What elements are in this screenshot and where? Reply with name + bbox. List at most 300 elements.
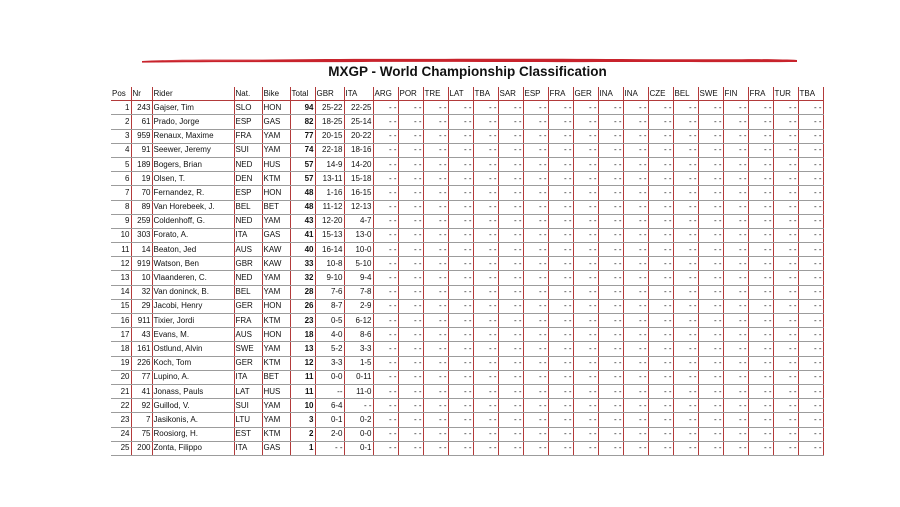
empty-result-cell: - - bbox=[723, 384, 748, 398]
empty-result-cell: - - bbox=[573, 115, 598, 129]
empty-result-cell: - - bbox=[498, 172, 523, 186]
number-cell: 29 bbox=[131, 299, 152, 313]
empty-result-cell: - - bbox=[373, 299, 398, 313]
ita-result-cell: 0-11 bbox=[344, 370, 373, 384]
ita-result-cell: 16-15 bbox=[344, 186, 373, 200]
empty-result-cell: - - bbox=[398, 328, 423, 342]
empty-result-cell: - - bbox=[498, 299, 523, 313]
empty-result-cell: - - bbox=[448, 115, 473, 129]
pos-cell: 20 bbox=[111, 370, 131, 384]
empty-result-cell: - - bbox=[623, 186, 648, 200]
empty-result-cell: - - bbox=[523, 101, 548, 115]
empty-result-cell: - - bbox=[423, 399, 448, 413]
column-header-bel: BEL bbox=[673, 87, 698, 101]
pos-cell: 17 bbox=[111, 328, 131, 342]
gbr-result-cell: 11-12 bbox=[315, 200, 344, 214]
bike-cell: YAM bbox=[262, 129, 290, 143]
empty-result-cell: - - bbox=[448, 129, 473, 143]
ita-result-cell: - - bbox=[344, 399, 373, 413]
bike-cell: YAM bbox=[262, 285, 290, 299]
empty-result-cell: - - bbox=[723, 356, 748, 370]
empty-result-cell: - - bbox=[423, 157, 448, 171]
empty-result-cell: - - bbox=[748, 299, 773, 313]
gbr-result-cell: 0-0 bbox=[315, 370, 344, 384]
empty-result-cell: - - bbox=[573, 101, 598, 115]
empty-result-cell: - - bbox=[798, 370, 823, 384]
empty-result-cell: - - bbox=[373, 172, 398, 186]
empty-result-cell: - - bbox=[498, 314, 523, 328]
empty-result-cell: - - bbox=[798, 157, 823, 171]
empty-result-cell: - - bbox=[773, 115, 798, 129]
empty-result-cell: - - bbox=[673, 370, 698, 384]
number-cell: 226 bbox=[131, 356, 152, 370]
rider-cell: Evans, M. bbox=[152, 328, 234, 342]
pos-cell: 24 bbox=[111, 427, 131, 441]
empty-result-cell: - - bbox=[648, 214, 673, 228]
bike-cell: YAM bbox=[262, 271, 290, 285]
empty-result-cell: - - bbox=[748, 228, 773, 242]
empty-result-cell: - - bbox=[398, 200, 423, 214]
empty-result-cell: - - bbox=[548, 243, 573, 257]
empty-result-cell: - - bbox=[548, 214, 573, 228]
empty-result-cell: - - bbox=[648, 299, 673, 313]
empty-result-cell: - - bbox=[673, 441, 698, 455]
empty-result-cell: - - bbox=[748, 172, 773, 186]
empty-result-cell: - - bbox=[523, 285, 548, 299]
column-header-gbr: GBR bbox=[315, 87, 344, 101]
table-row bbox=[111, 427, 823, 441]
empty-result-cell: - - bbox=[648, 172, 673, 186]
table-row bbox=[111, 314, 823, 328]
empty-result-cell: - - bbox=[798, 101, 823, 115]
empty-result-cell: - - bbox=[748, 101, 773, 115]
empty-result-cell: - - bbox=[598, 157, 623, 171]
gbr-result-cell: - - bbox=[315, 441, 344, 455]
empty-result-cell: - - bbox=[598, 143, 623, 157]
pos-cell: 3 bbox=[111, 129, 131, 143]
empty-result-cell: - - bbox=[398, 101, 423, 115]
empty-result-cell: - - bbox=[548, 399, 573, 413]
empty-result-cell: - - bbox=[648, 200, 673, 214]
empty-result-cell: - - bbox=[448, 257, 473, 271]
empty-result-cell: - - bbox=[573, 370, 598, 384]
empty-result-cell: - - bbox=[473, 399, 498, 413]
empty-result-cell: - - bbox=[673, 257, 698, 271]
column-header-fra: FRA bbox=[548, 87, 573, 101]
table-row bbox=[111, 228, 823, 242]
ita-result-cell: 22-25 bbox=[344, 101, 373, 115]
ita-result-cell: 10-0 bbox=[344, 243, 373, 257]
empty-result-cell: - - bbox=[448, 384, 473, 398]
table-row bbox=[111, 356, 823, 370]
ita-result-cell: 3-3 bbox=[344, 342, 373, 356]
empty-result-cell: - - bbox=[748, 370, 773, 384]
empty-result-cell: - - bbox=[773, 427, 798, 441]
empty-result-cell: - - bbox=[423, 413, 448, 427]
bike-cell: HON bbox=[262, 328, 290, 342]
table-row bbox=[111, 342, 823, 356]
empty-result-cell: - - bbox=[373, 257, 398, 271]
empty-result-cell: - - bbox=[673, 271, 698, 285]
empty-result-cell: - - bbox=[673, 356, 698, 370]
ita-result-cell: 11-0 bbox=[344, 384, 373, 398]
empty-result-cell: - - bbox=[473, 384, 498, 398]
empty-result-cell: - - bbox=[798, 143, 823, 157]
number-cell: 19 bbox=[131, 172, 152, 186]
empty-result-cell: - - bbox=[423, 243, 448, 257]
empty-result-cell: - - bbox=[798, 384, 823, 398]
empty-result-cell: - - bbox=[773, 200, 798, 214]
nation-cell: SLO bbox=[234, 101, 262, 115]
rider-cell: Forato, A. bbox=[152, 228, 234, 242]
empty-result-cell: - - bbox=[748, 285, 773, 299]
gbr-result-cell: 9-10 bbox=[315, 271, 344, 285]
empty-result-cell: - - bbox=[748, 356, 773, 370]
empty-result-cell: - - bbox=[548, 413, 573, 427]
empty-result-cell: - - bbox=[798, 172, 823, 186]
empty-result-cell: - - bbox=[573, 228, 598, 242]
empty-result-cell: - - bbox=[573, 157, 598, 171]
bike-cell: BET bbox=[262, 200, 290, 214]
empty-result-cell: - - bbox=[448, 271, 473, 285]
empty-result-cell: - - bbox=[798, 314, 823, 328]
empty-result-cell: - - bbox=[773, 342, 798, 356]
empty-result-cell: - - bbox=[398, 186, 423, 200]
empty-result-cell: - - bbox=[648, 356, 673, 370]
empty-result-cell: - - bbox=[448, 200, 473, 214]
empty-result-cell: - - bbox=[573, 427, 598, 441]
gbr-result-cell: 0-5 bbox=[315, 314, 344, 328]
empty-result-cell: - - bbox=[648, 413, 673, 427]
empty-result-cell: - - bbox=[698, 441, 723, 455]
empty-result-cell: - - bbox=[373, 427, 398, 441]
empty-result-cell: - - bbox=[748, 257, 773, 271]
column-header-pos: Pos bbox=[111, 87, 131, 101]
empty-result-cell: - - bbox=[648, 370, 673, 384]
table-row bbox=[111, 129, 823, 143]
pos-cell: 13 bbox=[111, 271, 131, 285]
nation-cell: ITA bbox=[234, 228, 262, 242]
empty-result-cell: - - bbox=[748, 200, 773, 214]
empty-result-cell: - - bbox=[373, 384, 398, 398]
empty-result-cell: - - bbox=[398, 228, 423, 242]
empty-result-cell: - - bbox=[498, 186, 523, 200]
number-cell: 10 bbox=[131, 271, 152, 285]
empty-result-cell: - - bbox=[498, 243, 523, 257]
empty-result-cell: - - bbox=[423, 328, 448, 342]
bike-cell: KTM bbox=[262, 314, 290, 328]
empty-result-cell: - - bbox=[473, 214, 498, 228]
rider-cell: Jonass, Pauls bbox=[152, 384, 234, 398]
empty-result-cell: - - bbox=[473, 441, 498, 455]
ita-result-cell: 8-6 bbox=[344, 328, 373, 342]
empty-result-cell: - - bbox=[623, 384, 648, 398]
column-header-arg: ARG bbox=[373, 87, 398, 101]
empty-result-cell: - - bbox=[723, 370, 748, 384]
empty-result-cell: - - bbox=[448, 228, 473, 242]
nation-cell: NED bbox=[234, 271, 262, 285]
empty-result-cell: - - bbox=[598, 427, 623, 441]
empty-result-cell: - - bbox=[798, 427, 823, 441]
empty-result-cell: - - bbox=[598, 314, 623, 328]
empty-result-cell: - - bbox=[423, 143, 448, 157]
empty-result-cell: - - bbox=[573, 243, 598, 257]
empty-result-cell: - - bbox=[523, 427, 548, 441]
empty-result-cell: - - bbox=[523, 214, 548, 228]
empty-result-cell: - - bbox=[423, 115, 448, 129]
empty-result-cell: - - bbox=[623, 427, 648, 441]
empty-result-cell: - - bbox=[573, 285, 598, 299]
bike-cell: YAM bbox=[262, 342, 290, 356]
column-header-total: Total bbox=[290, 87, 315, 101]
empty-result-cell: - - bbox=[598, 441, 623, 455]
empty-result-cell: - - bbox=[698, 115, 723, 129]
table-row bbox=[111, 370, 823, 384]
empty-result-cell: - - bbox=[398, 214, 423, 228]
empty-result-cell: - - bbox=[598, 186, 623, 200]
bike-cell: KTM bbox=[262, 427, 290, 441]
empty-result-cell: - - bbox=[773, 129, 798, 143]
rider-cell: Ostlund, Alvin bbox=[152, 342, 234, 356]
empty-result-cell: - - bbox=[573, 356, 598, 370]
empty-result-cell: - - bbox=[573, 172, 598, 186]
table-row bbox=[111, 200, 823, 214]
total-cell: 74 bbox=[290, 143, 315, 157]
total-cell: 2 bbox=[290, 427, 315, 441]
gbr-result-cell: 0-1 bbox=[315, 413, 344, 427]
empty-result-cell: - - bbox=[523, 441, 548, 455]
empty-result-cell: - - bbox=[773, 228, 798, 242]
empty-result-cell: - - bbox=[698, 342, 723, 356]
empty-result-cell: - - bbox=[398, 157, 423, 171]
empty-result-cell: - - bbox=[798, 115, 823, 129]
empty-result-cell: - - bbox=[648, 143, 673, 157]
bike-cell: HON bbox=[262, 101, 290, 115]
number-cell: 14 bbox=[131, 243, 152, 257]
empty-result-cell: - - bbox=[723, 342, 748, 356]
empty-result-cell: - - bbox=[423, 129, 448, 143]
empty-result-cell: - - bbox=[448, 186, 473, 200]
total-cell: 18 bbox=[290, 328, 315, 342]
empty-result-cell: - - bbox=[698, 243, 723, 257]
empty-result-cell: - - bbox=[723, 413, 748, 427]
column-header-por: POR bbox=[398, 87, 423, 101]
number-cell: 89 bbox=[131, 200, 152, 214]
total-cell: 48 bbox=[290, 200, 315, 214]
number-cell: 92 bbox=[131, 399, 152, 413]
empty-result-cell: - - bbox=[498, 427, 523, 441]
empty-result-cell: - - bbox=[623, 214, 648, 228]
empty-result-cell: - - bbox=[773, 101, 798, 115]
pos-cell: 16 bbox=[111, 314, 131, 328]
empty-result-cell: - - bbox=[723, 186, 748, 200]
gbr-result-cell: 14-9 bbox=[315, 157, 344, 171]
empty-result-cell: - - bbox=[723, 214, 748, 228]
pos-cell: 12 bbox=[111, 257, 131, 271]
empty-result-cell: - - bbox=[498, 384, 523, 398]
empty-result-cell: - - bbox=[498, 356, 523, 370]
ita-result-cell: 7-8 bbox=[344, 285, 373, 299]
number-cell: 919 bbox=[131, 257, 152, 271]
empty-result-cell: - - bbox=[423, 200, 448, 214]
nation-cell: LAT bbox=[234, 384, 262, 398]
empty-result-cell: - - bbox=[498, 285, 523, 299]
rider-cell: Seewer, Jeremy bbox=[152, 143, 234, 157]
empty-result-cell: - - bbox=[548, 101, 573, 115]
empty-result-cell: - - bbox=[573, 384, 598, 398]
empty-result-cell: - - bbox=[473, 115, 498, 129]
empty-result-cell: - - bbox=[723, 228, 748, 242]
empty-result-cell: - - bbox=[598, 129, 623, 143]
empty-result-cell: - - bbox=[598, 370, 623, 384]
pos-cell: 1 bbox=[111, 101, 131, 115]
nation-cell: FRA bbox=[234, 314, 262, 328]
empty-result-cell: - - bbox=[448, 342, 473, 356]
empty-result-cell: - - bbox=[723, 314, 748, 328]
ita-result-cell: 0-1 bbox=[344, 441, 373, 455]
number-cell: 61 bbox=[131, 115, 152, 129]
bike-cell: GAS bbox=[262, 228, 290, 242]
empty-result-cell: - - bbox=[598, 328, 623, 342]
empty-result-cell: - - bbox=[548, 384, 573, 398]
gbr-result-cell: 13-11 bbox=[315, 172, 344, 186]
empty-result-cell: - - bbox=[548, 328, 573, 342]
number-cell: 41 bbox=[131, 384, 152, 398]
pos-cell: 19 bbox=[111, 356, 131, 370]
empty-result-cell: - - bbox=[798, 228, 823, 242]
rider-cell: Fernandez, R. bbox=[152, 186, 234, 200]
empty-result-cell: - - bbox=[473, 342, 498, 356]
empty-result-cell: - - bbox=[648, 314, 673, 328]
empty-result-cell: - - bbox=[598, 384, 623, 398]
total-cell: 13 bbox=[290, 342, 315, 356]
total-cell: 82 bbox=[290, 115, 315, 129]
empty-result-cell: - - bbox=[773, 356, 798, 370]
bike-cell: HUS bbox=[262, 157, 290, 171]
empty-result-cell: - - bbox=[598, 399, 623, 413]
empty-result-cell: - - bbox=[423, 441, 448, 455]
gbr-result-cell: 1-16 bbox=[315, 186, 344, 200]
empty-result-cell: - - bbox=[473, 200, 498, 214]
empty-result-cell: - - bbox=[698, 214, 723, 228]
rider-cell: Guillod, V. bbox=[152, 399, 234, 413]
empty-result-cell: - - bbox=[773, 314, 798, 328]
empty-result-cell: - - bbox=[748, 186, 773, 200]
empty-result-cell: - - bbox=[748, 427, 773, 441]
empty-result-cell: - - bbox=[698, 314, 723, 328]
table-row bbox=[111, 143, 823, 157]
empty-result-cell: - - bbox=[623, 200, 648, 214]
rider-cell: Prado, Jorge bbox=[152, 115, 234, 129]
empty-result-cell: - - bbox=[423, 370, 448, 384]
empty-result-cell: - - bbox=[648, 285, 673, 299]
empty-result-cell: - - bbox=[448, 172, 473, 186]
number-cell: 7 bbox=[131, 413, 152, 427]
empty-result-cell: - - bbox=[698, 200, 723, 214]
header-row bbox=[111, 87, 823, 101]
nation-cell: SUI bbox=[234, 143, 262, 157]
empty-result-cell: - - bbox=[548, 186, 573, 200]
empty-result-cell: - - bbox=[623, 271, 648, 285]
empty-result-cell: - - bbox=[448, 285, 473, 299]
column-header-lat: LAT bbox=[448, 87, 473, 101]
rider-cell: Roosiorg, H. bbox=[152, 427, 234, 441]
empty-result-cell: - - bbox=[523, 384, 548, 398]
empty-result-cell: - - bbox=[423, 271, 448, 285]
empty-result-cell: - - bbox=[473, 257, 498, 271]
empty-result-cell: - - bbox=[548, 115, 573, 129]
empty-result-cell: - - bbox=[523, 342, 548, 356]
empty-result-cell: - - bbox=[448, 299, 473, 313]
nation-cell: GER bbox=[234, 299, 262, 313]
number-cell: 75 bbox=[131, 427, 152, 441]
empty-result-cell: - - bbox=[673, 200, 698, 214]
empty-result-cell: - - bbox=[523, 257, 548, 271]
empty-result-cell: - - bbox=[473, 129, 498, 143]
empty-result-cell: - - bbox=[548, 271, 573, 285]
column-header-ita: ITA bbox=[344, 87, 373, 101]
empty-result-cell: - - bbox=[398, 243, 423, 257]
empty-result-cell: - - bbox=[723, 257, 748, 271]
empty-result-cell: - - bbox=[623, 413, 648, 427]
empty-result-cell: - - bbox=[698, 399, 723, 413]
column-header-fin: FIN bbox=[723, 87, 748, 101]
empty-result-cell: - - bbox=[773, 328, 798, 342]
pos-cell: 6 bbox=[111, 172, 131, 186]
bike-cell: YAM bbox=[262, 214, 290, 228]
empty-result-cell: - - bbox=[473, 328, 498, 342]
empty-result-cell: - - bbox=[548, 129, 573, 143]
empty-result-cell: - - bbox=[548, 257, 573, 271]
empty-result-cell: - - bbox=[698, 299, 723, 313]
empty-result-cell: - - bbox=[523, 115, 548, 129]
empty-result-cell: - - bbox=[798, 413, 823, 427]
empty-result-cell: - - bbox=[398, 342, 423, 356]
table-row bbox=[111, 384, 823, 398]
gbr-result-cell: 7-6 bbox=[315, 285, 344, 299]
rider-cell: Zonta, Filippo bbox=[152, 441, 234, 455]
empty-result-cell: - - bbox=[473, 101, 498, 115]
empty-result-cell: - - bbox=[473, 370, 498, 384]
empty-result-cell: - - bbox=[598, 214, 623, 228]
empty-result-cell: - - bbox=[423, 101, 448, 115]
empty-result-cell: - - bbox=[473, 186, 498, 200]
ita-result-cell: 20-22 bbox=[344, 129, 373, 143]
empty-result-cell: - - bbox=[498, 115, 523, 129]
empty-result-cell: - - bbox=[598, 299, 623, 313]
empty-result-cell: - - bbox=[448, 243, 473, 257]
empty-result-cell: - - bbox=[598, 342, 623, 356]
empty-result-cell: - - bbox=[523, 314, 548, 328]
empty-result-cell: - - bbox=[598, 413, 623, 427]
empty-result-cell: - - bbox=[398, 441, 423, 455]
empty-result-cell: - - bbox=[748, 143, 773, 157]
empty-result-cell: - - bbox=[598, 285, 623, 299]
empty-result-cell: - - bbox=[598, 257, 623, 271]
empty-result-cell: - - bbox=[373, 285, 398, 299]
empty-result-cell: - - bbox=[473, 143, 498, 157]
empty-result-cell: - - bbox=[723, 243, 748, 257]
ita-result-cell: 1-5 bbox=[344, 356, 373, 370]
empty-result-cell: - - bbox=[523, 328, 548, 342]
ita-result-cell: 25-14 bbox=[344, 115, 373, 129]
table-row bbox=[111, 285, 823, 299]
empty-result-cell: - - bbox=[723, 172, 748, 186]
empty-result-cell: - - bbox=[548, 200, 573, 214]
empty-result-cell: - - bbox=[623, 299, 648, 313]
empty-result-cell: - - bbox=[698, 384, 723, 398]
empty-result-cell: - - bbox=[398, 143, 423, 157]
